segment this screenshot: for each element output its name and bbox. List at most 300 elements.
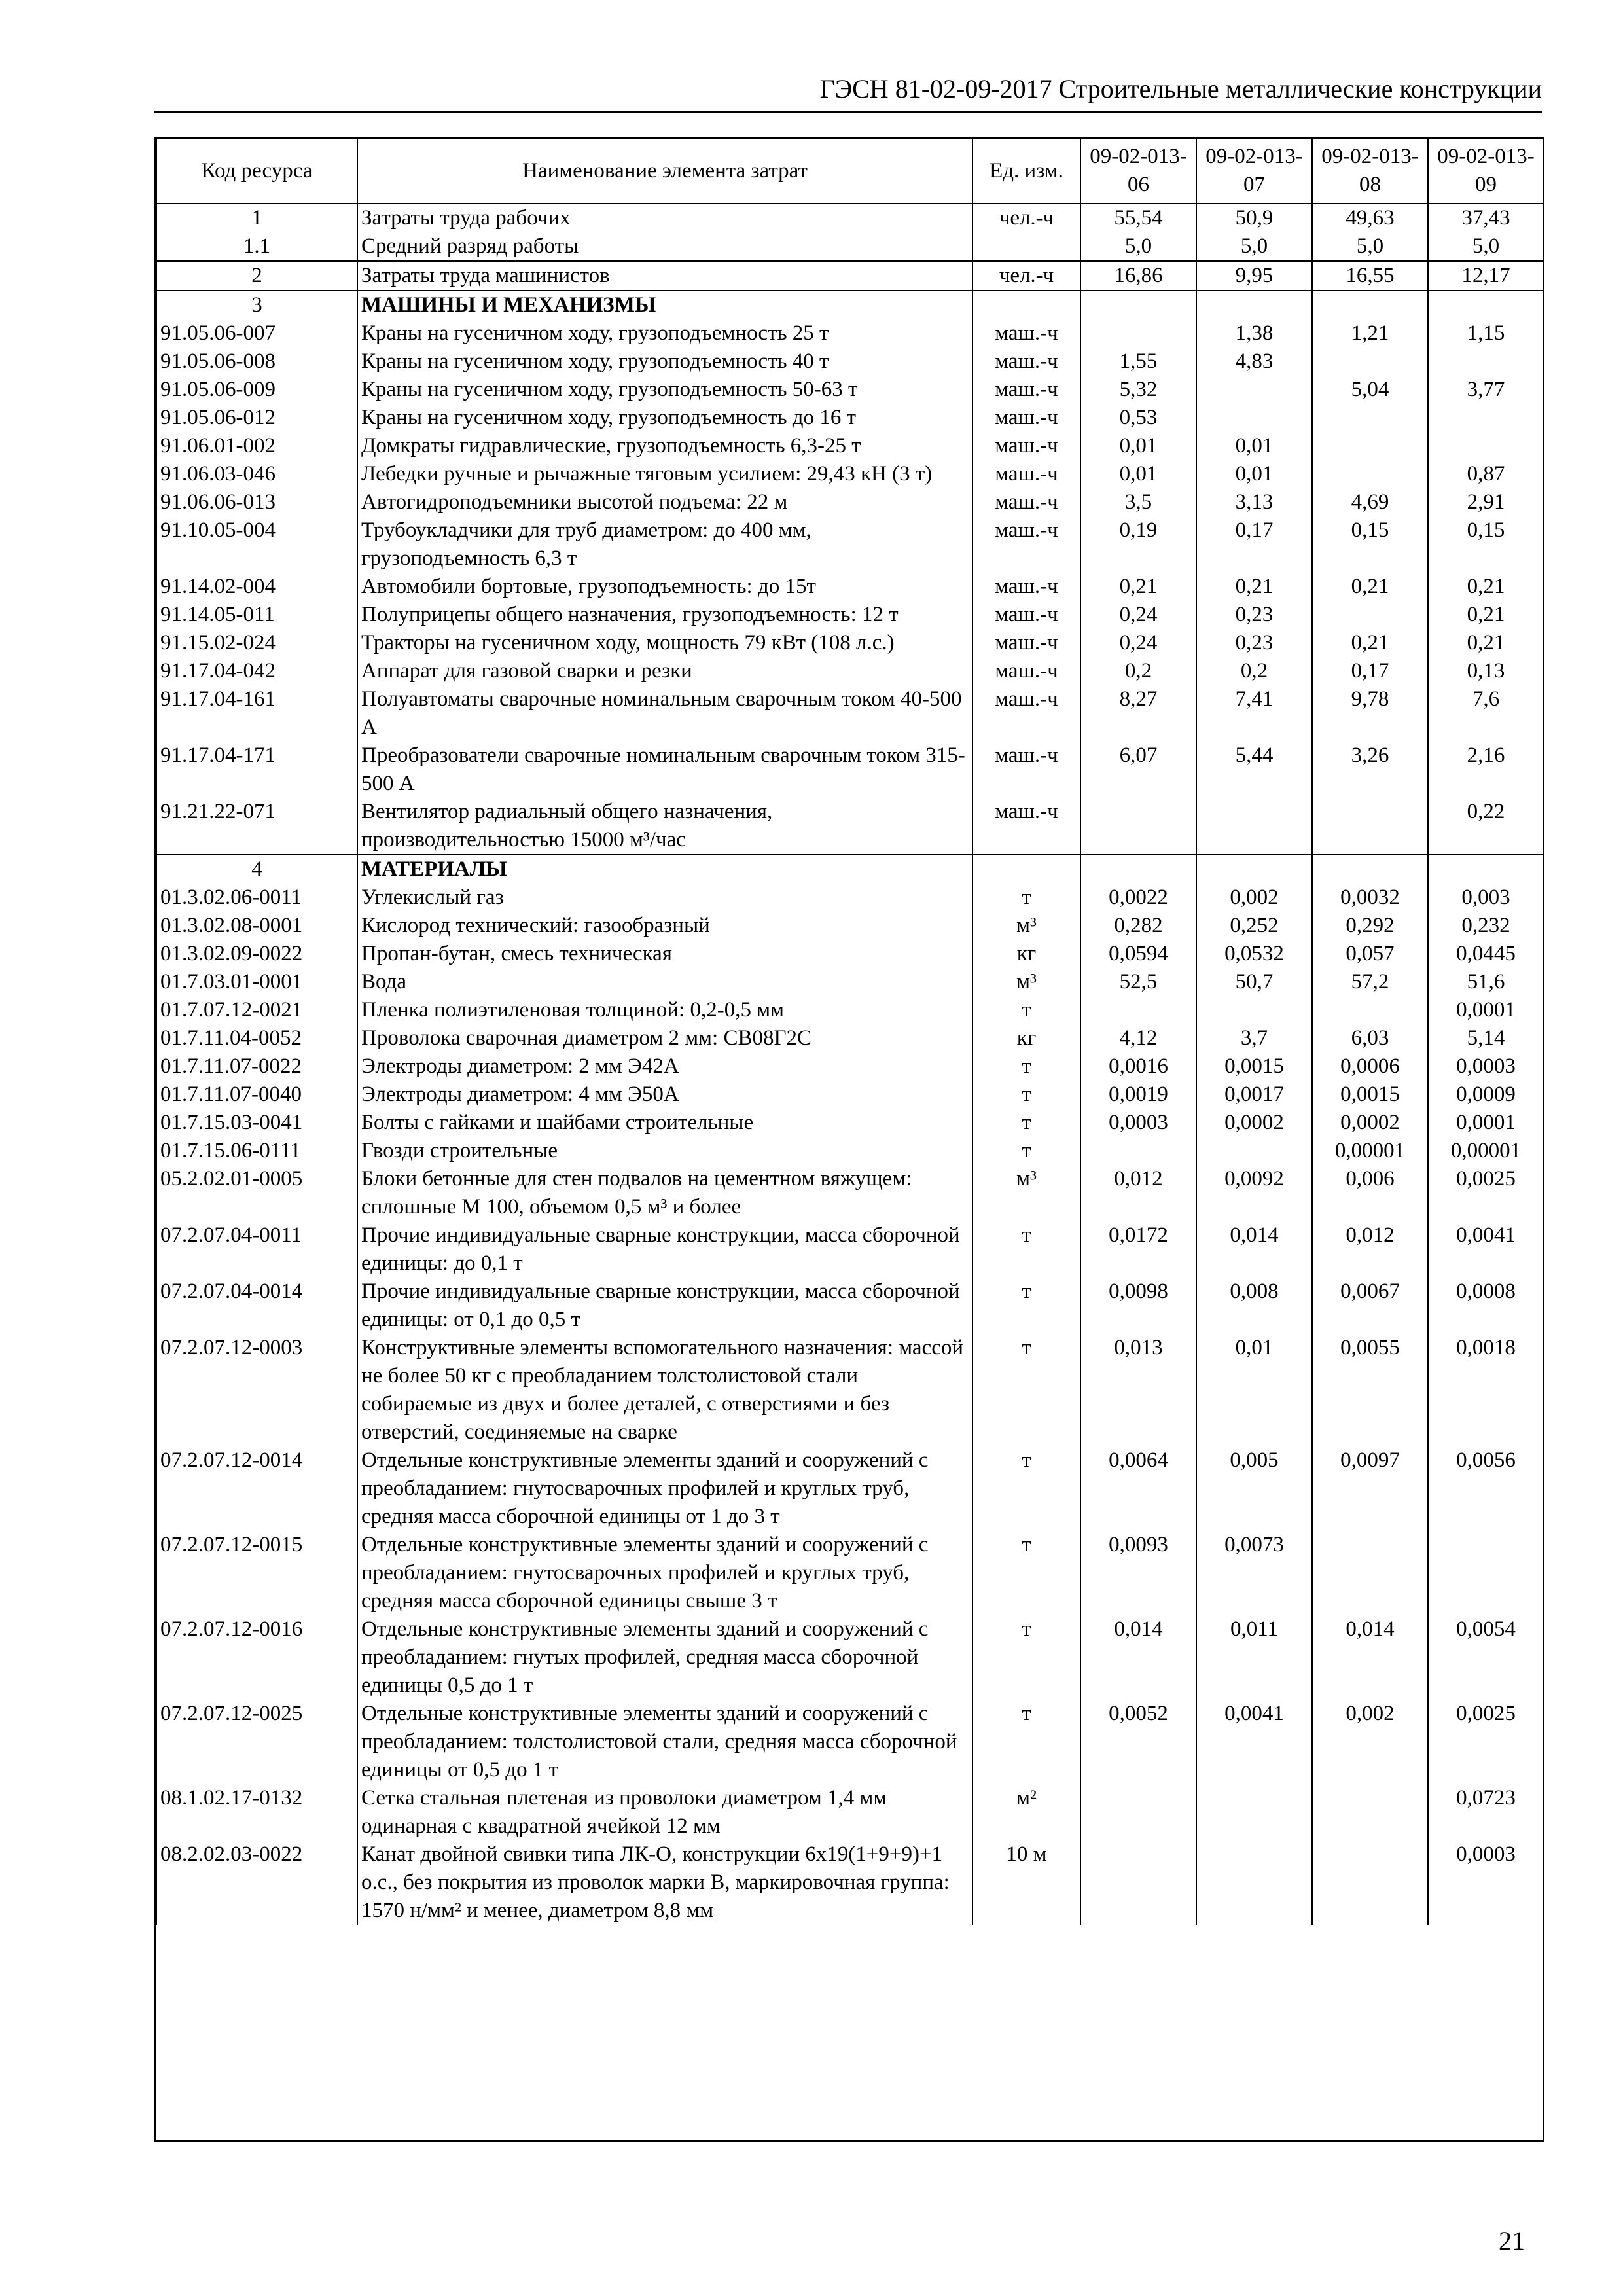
norm-value-cell: 0,003 xyxy=(1428,884,1544,912)
col-header-norm: 09-02-013-09 xyxy=(1428,138,1544,204)
norm-value-cell: 0,01 xyxy=(1080,432,1196,460)
unit-cell: кг xyxy=(972,940,1080,968)
norm-value-cell: 0,15 xyxy=(1428,516,1544,573)
norm-value-cell xyxy=(1196,1840,1312,1925)
norm-value-cell: 5,0 xyxy=(1312,232,1428,261)
resource-code-cell: 91.05.06-007 xyxy=(156,319,357,348)
table-row xyxy=(156,1278,1544,1334)
unit-cell: маш.-ч xyxy=(972,432,1080,460)
norm-value-cell: 0,0052 xyxy=(1080,1700,1196,1784)
norm-value-cell xyxy=(1196,291,1312,319)
table-row xyxy=(156,940,1544,968)
unit-cell: маш.-ч xyxy=(972,798,1080,855)
norm-value-cell: 0,0532 xyxy=(1196,940,1312,968)
resource-code-cell: 01.7.11.04-0052 xyxy=(156,1024,357,1052)
unit-cell: т xyxy=(972,996,1080,1024)
table-row xyxy=(156,488,1544,516)
resource-code-cell: 01.7.15.03-0041 xyxy=(156,1109,357,1137)
resource-code-cell: 07.2.07.12-0003 xyxy=(156,1334,357,1446)
norm-value-cell: 0,01 xyxy=(1196,432,1312,460)
norm-value-cell: 1,38 xyxy=(1196,319,1312,348)
resource-name-cell: Отдельные конструктивные элементы зданий и сооружений с преобладанием: гнутых профилей, средняя масса сборочной единицы 0,5 до 1 т xyxy=(357,1615,972,1700)
col-header-name: Наименование элемента затрат xyxy=(357,138,972,204)
norm-value-cell: 16,55 xyxy=(1312,261,1428,291)
norm-value-cell: 1,55 xyxy=(1080,348,1196,376)
unit-cell: маш.-ч xyxy=(972,601,1080,629)
norm-value-cell: 0,22 xyxy=(1428,798,1544,855)
resource-code-cell: 91.14.02-004 xyxy=(156,573,357,601)
norm-value-cell: 0,0055 xyxy=(1312,1334,1428,1446)
norm-value-cell: 0,01 xyxy=(1196,460,1312,488)
norm-value-cell: 3,7 xyxy=(1196,1024,1312,1052)
norm-value-cell: 0,012 xyxy=(1312,1221,1428,1278)
norm-value-cell xyxy=(1196,376,1312,404)
norm-value-cell xyxy=(1312,601,1428,629)
norm-value-cell: 0,23 xyxy=(1196,629,1312,657)
resource-name-cell: Прочие индивидуальные сварные конструкции, масса сборочной единицы: от 0,1 до 0,5 т xyxy=(357,1278,972,1334)
col-header-norm: 09-02-013-07 xyxy=(1196,138,1312,204)
col-header-norm: 09-02-013-08 xyxy=(1312,138,1428,204)
norm-value-cell: 0,21 xyxy=(1196,573,1312,601)
norm-value-cell xyxy=(1312,1840,1428,1925)
table-row xyxy=(156,573,1544,601)
norm-value-cell: 4,12 xyxy=(1080,1024,1196,1052)
resource-name-cell: Прочие индивидуальные сварные конструкции, масса сборочной единицы: до 0,1 т xyxy=(357,1221,972,1278)
norm-value-cell: 0,2 xyxy=(1196,657,1312,685)
norm-value-cell: 0,53 xyxy=(1080,404,1196,432)
norm-value-cell: 0,21 xyxy=(1428,601,1544,629)
resource-name-cell: Пропан-бутан, смесь техническая xyxy=(357,940,972,968)
norm-value-cell xyxy=(1312,291,1428,319)
norm-value-cell: 0,282 xyxy=(1080,912,1196,940)
unit-cell: т xyxy=(972,1446,1080,1531)
norm-value-cell: 0,01 xyxy=(1080,460,1196,488)
norm-value-cell: 16,86 xyxy=(1080,261,1196,291)
norm-value-cell xyxy=(1428,1531,1544,1615)
resource-name-cell: Сетка стальная плетеная из проволоки диаметром 1,4 мм одинарная с квадратной ячейкой 12 мм xyxy=(357,1784,972,1840)
norm-value-cell: 5,0 xyxy=(1428,232,1544,261)
norm-value-cell xyxy=(1196,855,1312,884)
norm-value-cell xyxy=(1196,798,1312,855)
unit-cell: м³ xyxy=(972,912,1080,940)
norm-value-cell xyxy=(1428,404,1544,432)
table-row xyxy=(156,376,1544,404)
norm-value-cell: 3,77 xyxy=(1428,376,1544,404)
unit-cell: маш.-ч xyxy=(972,319,1080,348)
unit-cell: чел.-ч xyxy=(972,204,1080,232)
resource-code-cell: 91.14.05-011 xyxy=(156,601,357,629)
norm-value-cell: 0,17 xyxy=(1312,657,1428,685)
table-row xyxy=(156,1165,1544,1221)
norm-value-cell: 0,0001 xyxy=(1428,1109,1544,1137)
norm-value-cell xyxy=(1080,1784,1196,1840)
resource-name-cell: Средний разряд работы xyxy=(357,232,972,261)
norm-value-cell: 0,0025 xyxy=(1428,1165,1544,1221)
norm-value-cell: 0,0025 xyxy=(1428,1700,1544,1784)
col-header-unit: Ед. изм. xyxy=(972,138,1080,204)
norm-value-cell xyxy=(1312,404,1428,432)
unit-cell: т xyxy=(972,1081,1080,1109)
norm-value-cell: 0,0008 xyxy=(1428,1278,1544,1334)
norm-value-cell xyxy=(1312,432,1428,460)
table-row xyxy=(156,404,1544,432)
unit-cell: маш.-ч xyxy=(972,685,1080,742)
table-row xyxy=(156,1615,1544,1700)
resource-name-cell: Лебедки ручные и рычажные тяговым усилием: 29,43 кН (3 т) xyxy=(357,460,972,488)
unit-cell: т xyxy=(972,1334,1080,1446)
unit-cell: кг xyxy=(972,1024,1080,1052)
norm-value-cell: 0,0092 xyxy=(1196,1165,1312,1221)
norm-value-cell xyxy=(1428,432,1544,460)
norm-value-cell: 0,292 xyxy=(1312,912,1428,940)
col-header-norm: 09-02-013-06 xyxy=(1080,138,1196,204)
resource-code-cell: 01.7.03.01-0001 xyxy=(156,968,357,996)
resource-code-cell: 07.2.07.12-0016 xyxy=(156,1615,357,1700)
unit-cell: маш.-ч xyxy=(972,657,1080,685)
table-row xyxy=(156,1137,1544,1165)
norm-value-cell: 0,0018 xyxy=(1428,1334,1544,1446)
norm-value-cell: 0,23 xyxy=(1196,601,1312,629)
norm-value-cell: 0,0172 xyxy=(1080,1221,1196,1278)
resource-code-cell: 07.2.07.04-0011 xyxy=(156,1221,357,1278)
resource-code-cell: 4 xyxy=(156,855,357,884)
resource-code-cell: 91.05.06-009 xyxy=(156,376,357,404)
unit-cell: маш.-ч xyxy=(972,460,1080,488)
norm-value-cell: 1,15 xyxy=(1428,319,1544,348)
norm-value-cell: 0,0067 xyxy=(1312,1278,1428,1334)
resource-code-cell: 07.2.07.12-0014 xyxy=(156,1446,357,1531)
norm-value-cell: 0,21 xyxy=(1428,573,1544,601)
table-row xyxy=(156,1052,1544,1081)
norm-value-cell: 2,16 xyxy=(1428,742,1544,798)
norm-value-cell: 50,9 xyxy=(1196,204,1312,232)
norm-value-cell: 0,0098 xyxy=(1080,1278,1196,1334)
resource-code-cell: 07.2.07.04-0014 xyxy=(156,1278,357,1334)
resource-name-cell: Вентилятор радиальный общего назначения, производительностью 15000 м³/час xyxy=(357,798,972,855)
resource-code-cell: 01.3.02.09-0022 xyxy=(156,940,357,968)
resource-name-cell: Конструктивные элементы вспомогательного назначения: массой не более 50 кг с преобладанием толстолистовой стали собираемые из двух и более деталей, с отверстиями и без отверстий, соединяемые на сварке xyxy=(357,1334,972,1446)
resource-name-cell: Краны на гусеничном ходу, грузоподъемность 25 т xyxy=(357,319,972,348)
norm-value-cell: 0,0723 xyxy=(1428,1784,1544,1840)
unit-cell: маш.-ч xyxy=(972,516,1080,573)
norm-value-cell xyxy=(1080,319,1196,348)
norm-value-cell: 4,83 xyxy=(1196,348,1312,376)
resource-code-cell: 3 xyxy=(156,291,357,319)
norm-value-cell: 57,2 xyxy=(1312,968,1428,996)
norm-value-cell: 0,17 xyxy=(1196,516,1312,573)
table-row xyxy=(156,348,1544,376)
unit-cell: маш.-ч xyxy=(972,573,1080,601)
resource-code-cell: 91.17.04-171 xyxy=(156,742,357,798)
norm-value-cell xyxy=(1196,996,1312,1024)
resource-code-cell: 05.2.02.01-0005 xyxy=(156,1165,357,1221)
resource-name-cell: Пленка полиэтиленовая толщиной: 0,2-0,5 мм xyxy=(357,996,972,1024)
norm-value-cell: 1,21 xyxy=(1312,319,1428,348)
resource-code-cell: 07.2.07.12-0015 xyxy=(156,1531,357,1615)
section-row xyxy=(156,855,1544,884)
resource-code-cell: 01.7.15.06-0111 xyxy=(156,1137,357,1165)
unit-cell: т xyxy=(972,1221,1080,1278)
norm-value-cell: 0,057 xyxy=(1312,940,1428,968)
norm-value-cell: 0,014 xyxy=(1196,1221,1312,1278)
norm-value-cell xyxy=(1080,1840,1196,1925)
resource-name-cell: Электроды диаметром: 2 мм Э42А xyxy=(357,1052,972,1081)
norm-value-cell xyxy=(1428,291,1544,319)
norm-value-cell xyxy=(1312,996,1428,1024)
norm-value-cell: 0,0003 xyxy=(1428,1840,1544,1925)
norm-value-cell: 0,0056 xyxy=(1428,1446,1544,1531)
norm-value-cell: 3,13 xyxy=(1196,488,1312,516)
resource-name-cell: Отдельные конструктивные элементы зданий и сооружений с преобладанием: гнутосварочных профилей и круглых труб, средняя масса сборочной единицы от 1 до 3 т xyxy=(357,1446,972,1531)
norm-value-cell: 0,13 xyxy=(1428,657,1544,685)
resource-code-cell: 91.21.22-071 xyxy=(156,798,357,855)
norm-value-cell: 0,0002 xyxy=(1196,1109,1312,1137)
norm-value-cell: 0,00001 xyxy=(1428,1137,1544,1165)
norm-value-cell: 0,2 xyxy=(1080,657,1196,685)
norm-value-cell: 0,21 xyxy=(1080,573,1196,601)
norm-value-cell xyxy=(1312,1531,1428,1615)
section-row xyxy=(156,291,1544,319)
norm-value-cell: 0,21 xyxy=(1312,629,1428,657)
table-row xyxy=(156,601,1544,629)
norm-value-cell: 0,013 xyxy=(1080,1334,1196,1446)
table-row xyxy=(156,1334,1544,1446)
resource-name-cell: Электроды диаметром: 4 мм Э50А xyxy=(357,1081,972,1109)
unit-cell: чел.-ч xyxy=(972,261,1080,291)
norm-value-cell: 5,32 xyxy=(1080,376,1196,404)
table-row xyxy=(156,798,1544,855)
resource-name-cell: Тракторы на гусеничном ходу, мощность 79 кВт (108 л.с.) xyxy=(357,629,972,657)
table-row xyxy=(156,1081,1544,1109)
norm-value-cell: 0,002 xyxy=(1196,884,1312,912)
resource-code-cell: 91.06.03-046 xyxy=(156,460,357,488)
table-row xyxy=(156,460,1544,488)
resource-code-cell: 91.15.02-024 xyxy=(156,629,357,657)
norm-value-cell xyxy=(1080,855,1196,884)
norm-value-cell: 5,04 xyxy=(1312,376,1428,404)
norm-value-cell: 0,0015 xyxy=(1312,1081,1428,1109)
norm-value-cell: 49,63 xyxy=(1312,204,1428,232)
resource-name-cell: Краны на гусеничном ходу, грузоподъемность 40 т xyxy=(357,348,972,376)
resource-name-cell: Затраты труда рабочих xyxy=(357,204,972,232)
norm-value-cell: 5,44 xyxy=(1196,742,1312,798)
resource-code-cell: 08.2.02.03-0022 xyxy=(156,1840,357,1925)
norm-value-cell: 0,0003 xyxy=(1080,1109,1196,1137)
norm-value-cell: 0,012 xyxy=(1080,1165,1196,1221)
norm-value-cell: 6,07 xyxy=(1080,742,1196,798)
resource-name-cell: Блоки бетонные для стен подвалов на цементном вяжущем: сплошные М 100, объемом 0,5 м³ и более xyxy=(357,1165,972,1221)
norm-value-cell: 0,002 xyxy=(1312,1700,1428,1784)
norm-value-cell: 0,0097 xyxy=(1312,1446,1428,1531)
table-row xyxy=(156,884,1544,912)
norm-value-cell xyxy=(1428,348,1544,376)
norm-value-cell xyxy=(1312,460,1428,488)
norm-value-cell: 0,0064 xyxy=(1080,1446,1196,1531)
norm-value-cell xyxy=(1196,1784,1312,1840)
table-header-row xyxy=(156,138,1544,204)
unit-cell: т xyxy=(972,1700,1080,1784)
col-header-code: Код ресурса xyxy=(156,138,357,204)
norm-value-cell: 5,0 xyxy=(1080,232,1196,261)
norm-value-cell: 0,0009 xyxy=(1428,1081,1544,1109)
norm-value-cell: 9,78 xyxy=(1312,685,1428,742)
norm-value-cell: 0,0006 xyxy=(1312,1052,1428,1081)
resource-name-cell: Полуприцепы общего назначения, грузоподъемность: 12 т xyxy=(357,601,972,629)
norm-value-cell: 37,43 xyxy=(1428,204,1544,232)
norm-value-cell: 0,011 xyxy=(1196,1615,1312,1700)
resource-code-cell: 2 xyxy=(156,261,357,291)
resource-code-cell: 1 xyxy=(156,204,357,232)
norm-value-cell: 0,0032 xyxy=(1312,884,1428,912)
table-row xyxy=(156,1784,1544,1840)
norm-value-cell: 5,14 xyxy=(1428,1024,1544,1052)
resource-name-cell: МАШИНЫ И МЕХАНИЗМЫ xyxy=(357,291,972,319)
norm-value-cell xyxy=(1312,1784,1428,1840)
norm-value-cell: 0,21 xyxy=(1428,629,1544,657)
norm-value-cell: 55,54 xyxy=(1080,204,1196,232)
norm-value-cell: 0,252 xyxy=(1196,912,1312,940)
table-row xyxy=(156,1700,1544,1784)
norm-value-cell: 0,014 xyxy=(1080,1615,1196,1700)
unit-cell xyxy=(972,855,1080,884)
resource-name-cell: Углекислый газ xyxy=(357,884,972,912)
table-row xyxy=(156,432,1544,460)
unit-cell: маш.-ч xyxy=(972,348,1080,376)
norm-value-cell: 0,15 xyxy=(1312,516,1428,573)
norm-value-cell: 0,008 xyxy=(1196,1278,1312,1334)
norm-value-cell: 0,0015 xyxy=(1196,1052,1312,1081)
unit-cell: маш.-ч xyxy=(972,376,1080,404)
table-body xyxy=(156,204,1544,1925)
unit-cell: т xyxy=(972,1052,1080,1081)
resource-name-cell: Канат двойной свивки типа ЛК-О, конструкции 6х19(1+9+9)+1 о.с., без покрытия из проволок марки В, маркировочная группа: 1570 н/мм² и менее, диаметром 8,8 мм xyxy=(357,1840,972,1925)
norm-value-cell: 7,41 xyxy=(1196,685,1312,742)
norm-value-cell: 7,6 xyxy=(1428,685,1544,742)
page-header: ГЭСН 81-02-09-2017 Строительные металлические конструкции xyxy=(154,73,1542,113)
norm-value-cell: 0,0003 xyxy=(1428,1052,1544,1081)
unit-cell: т xyxy=(972,1531,1080,1615)
norm-value-cell: 0,21 xyxy=(1312,573,1428,601)
resource-name-cell: Краны на гусеничном ходу, грузоподъемность 50-63 т xyxy=(357,376,972,404)
norm-value-cell: 0,0594 xyxy=(1080,940,1196,968)
norm-value-cell: 0,0445 xyxy=(1428,940,1544,968)
norm-value-cell: 3,5 xyxy=(1080,488,1196,516)
resource-name-cell: Затраты труда машинистов xyxy=(357,261,972,291)
table-row xyxy=(156,1109,1544,1137)
resource-name-cell: Домкраты гидравлические, грузоподъемность 6,3-25 т xyxy=(357,432,972,460)
table-row xyxy=(156,685,1544,742)
norm-value-cell: 3,26 xyxy=(1312,742,1428,798)
unit-cell: т xyxy=(972,884,1080,912)
page-number: 21 xyxy=(1499,2226,1525,2255)
table-row xyxy=(156,1221,1544,1278)
norm-value-cell: 4,69 xyxy=(1312,488,1428,516)
resource-name-cell: Автогидроподъемники высотой подъема: 22 м xyxy=(357,488,972,516)
unit-cell: маш.-ч xyxy=(972,488,1080,516)
table-row xyxy=(156,232,1544,261)
unit-cell: т xyxy=(972,1137,1080,1165)
norm-value-cell xyxy=(1312,348,1428,376)
resource-code-cell: 01.7.07.12-0021 xyxy=(156,996,357,1024)
norm-value-cell: 0,87 xyxy=(1428,460,1544,488)
norm-value-cell xyxy=(1080,798,1196,855)
resource-name-cell: Отдельные конструктивные элементы зданий и сооружений с преобладанием: гнутосварочных профилей и круглых труб, средняя масса сборочной единицы свыше 3 т xyxy=(357,1531,972,1615)
norm-value-cell xyxy=(1312,855,1428,884)
table-row xyxy=(156,319,1544,348)
norm-value-cell: 8,27 xyxy=(1080,685,1196,742)
norm-value-cell: 0,19 xyxy=(1080,516,1196,573)
norm-value-cell: 0,0041 xyxy=(1196,1700,1312,1784)
resource-name-cell: Аппарат для газовой сварки и резки xyxy=(357,657,972,685)
unit-cell: м³ xyxy=(972,1165,1080,1221)
resource-name-cell: Автомобили бортовые, грузоподъемность: до 15т xyxy=(357,573,972,601)
resource-name-cell: Полуавтоматы сварочные номинальным сварочным током 40-500 А xyxy=(357,685,972,742)
resource-name-cell: Преобразователи сварочные номинальным сварочным током 315-500 А xyxy=(357,742,972,798)
resource-name-cell: Краны на гусеничном ходу, грузоподъемность до 16 т xyxy=(357,404,972,432)
norm-value-cell: 0,0019 xyxy=(1080,1081,1196,1109)
resource-code-cell: 91.05.06-008 xyxy=(156,348,357,376)
resource-name-cell: Трубоукладчики для труб диаметром: до 400 мм, грузоподъемность 6,3 т xyxy=(357,516,972,573)
norm-value-cell: 0,0041 xyxy=(1428,1221,1544,1278)
norm-value-cell xyxy=(1080,1137,1196,1165)
resource-code-cell: 91.10.05-004 xyxy=(156,516,357,573)
unit-cell: 10 м xyxy=(972,1840,1080,1925)
resource-name-cell: Проволока сварочная диаметром 2 мм: СВ08Г2С xyxy=(357,1024,972,1052)
norm-value-cell: 5,0 xyxy=(1196,232,1312,261)
norm-value-cell: 52,5 xyxy=(1080,968,1196,996)
table-row xyxy=(156,1024,1544,1052)
resource-code-cell: 91.06.01-002 xyxy=(156,432,357,460)
norm-value-cell: 6,03 xyxy=(1312,1024,1428,1052)
resource-table xyxy=(156,137,1544,1925)
resource-name-cell: Гвозди строительные xyxy=(357,1137,972,1165)
norm-value-cell: 0,014 xyxy=(1312,1615,1428,1700)
norm-value-cell xyxy=(1196,1137,1312,1165)
norm-value-cell: 0,006 xyxy=(1312,1165,1428,1221)
table-row xyxy=(156,912,1544,940)
norm-value-cell: 9,95 xyxy=(1196,261,1312,291)
norm-value-cell: 0,0073 xyxy=(1196,1531,1312,1615)
norm-value-cell: 0,005 xyxy=(1196,1446,1312,1531)
unit-cell: т xyxy=(972,1615,1080,1700)
resource-code-cell: 91.17.04-161 xyxy=(156,685,357,742)
unit-cell xyxy=(972,232,1080,261)
resource-name-cell: Вода xyxy=(357,968,972,996)
norm-value-cell: 0,0016 xyxy=(1080,1052,1196,1081)
norm-value-cell xyxy=(1080,291,1196,319)
norm-value-cell: 0,0054 xyxy=(1428,1615,1544,1700)
table-row xyxy=(156,996,1544,1024)
resource-name-cell: Болты с гайками и шайбами строительные xyxy=(357,1109,972,1137)
unit-cell: маш.-ч xyxy=(972,742,1080,798)
norm-value-cell xyxy=(1196,404,1312,432)
table-row xyxy=(156,516,1544,573)
resource-name-cell: Кислород технический: газообразный xyxy=(357,912,972,940)
unit-cell xyxy=(972,291,1080,319)
norm-value-cell: 0,0002 xyxy=(1312,1109,1428,1137)
unit-cell: т xyxy=(972,1278,1080,1334)
table-row xyxy=(156,742,1544,798)
resource-code-cell: 91.17.04-042 xyxy=(156,657,357,685)
norm-value-cell: 0,0017 xyxy=(1196,1081,1312,1109)
table-row xyxy=(156,1531,1544,1615)
unit-cell: м³ xyxy=(972,968,1080,996)
resource-code-cell: 07.2.07.12-0025 xyxy=(156,1700,357,1784)
resource-code-cell: 91.06.06-013 xyxy=(156,488,357,516)
table-row xyxy=(156,657,1544,685)
resource-code-cell: 01.3.02.06-0011 xyxy=(156,884,357,912)
norm-value-cell: 0,24 xyxy=(1080,601,1196,629)
